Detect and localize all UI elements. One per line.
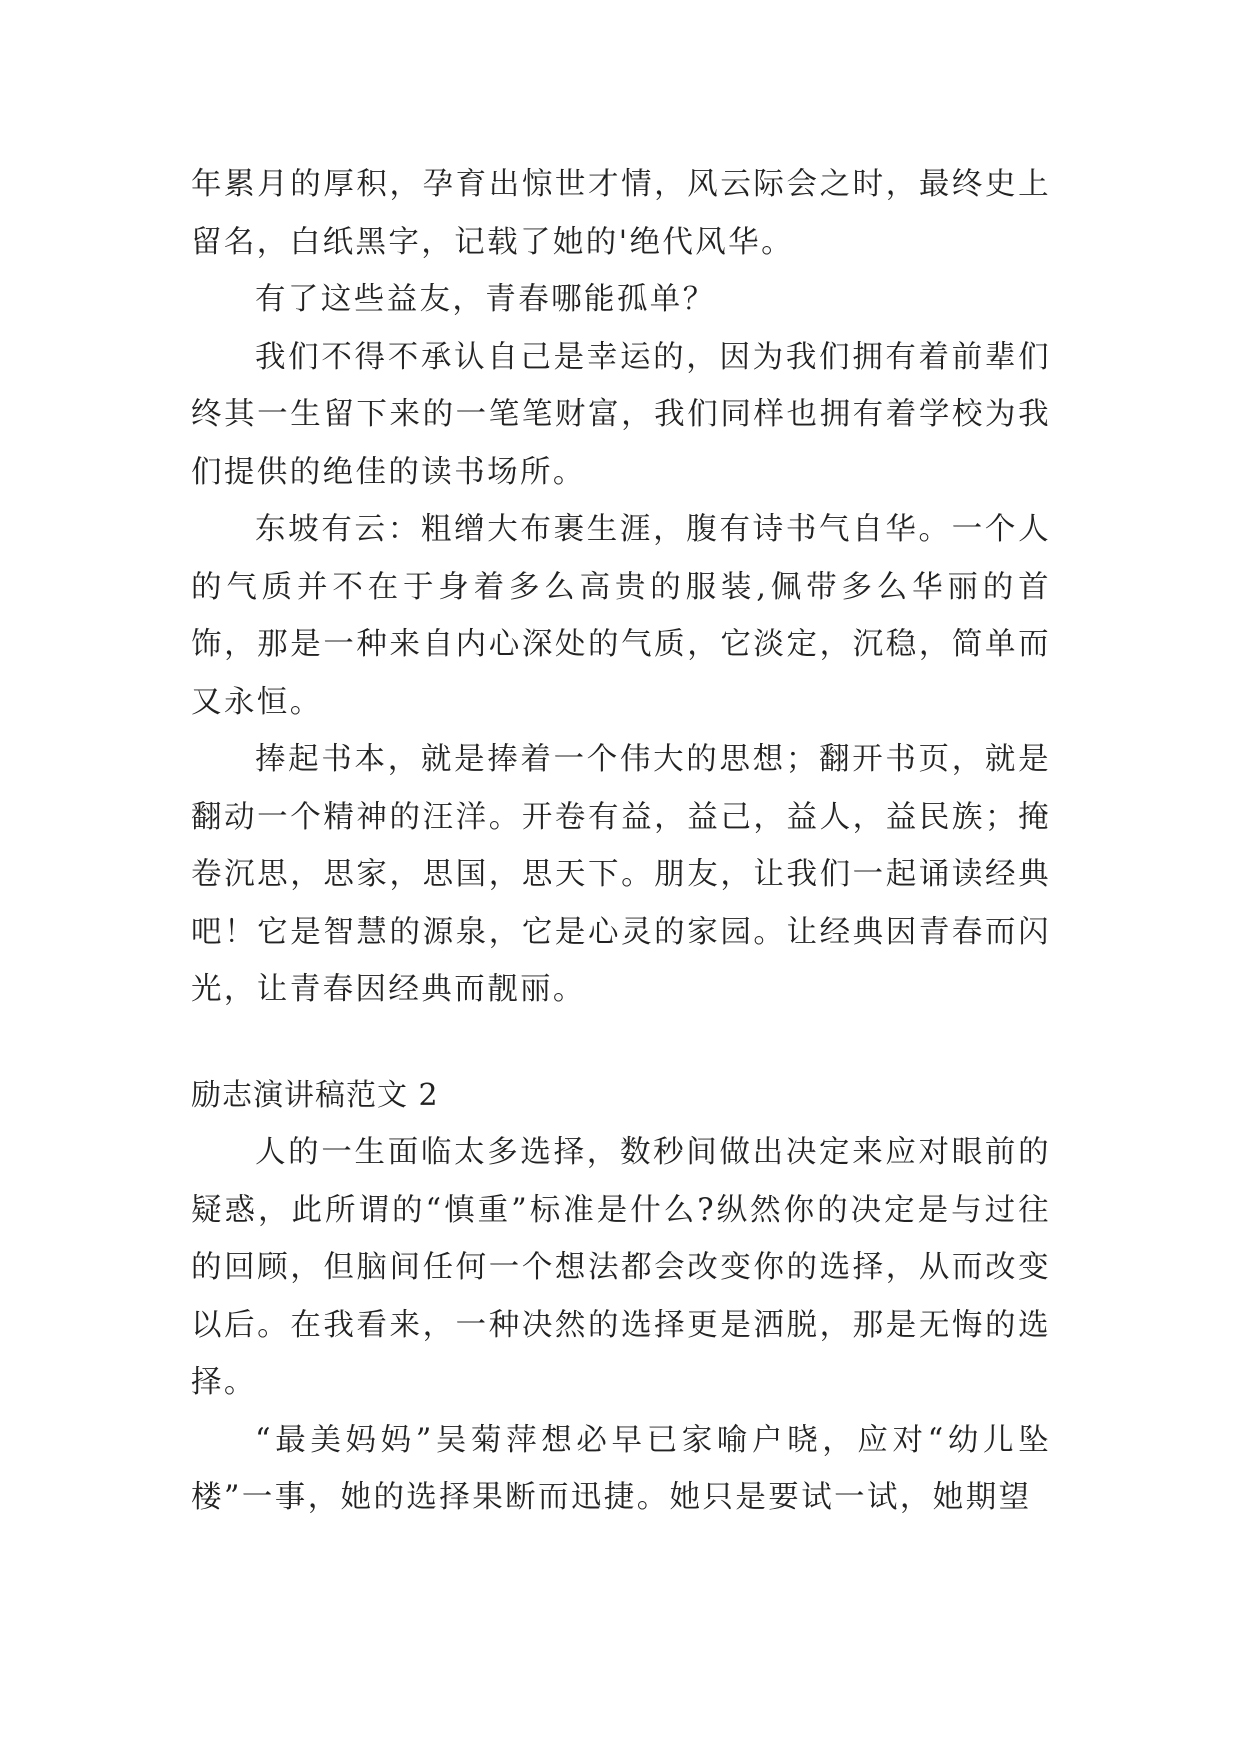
section-title: 励志演讲稿范文 2 xyxy=(191,1077,439,1113)
paragraph: 捧起书本，就是捧着一个伟大的思想；翻开书页，就是翻动一个精神的汪洋。开卷有益，益己，益人，益民族；掩卷沉思，思家，思国，思天下。朋友，让我们一起诵读经典吧！它是智慧的源泉，它是心灵的家园。让经典因青春而闪光，让青春因经典而靓丽。 xyxy=(191,742,1051,1007)
section-spacer xyxy=(191,1019,1051,1067)
paragraph: 人的一生面临太多选择，数秒间做出决定来应对眼前的疑惑，此所谓的“慎重”标准是什么?纵然你的决定是与过往的回顾，但脑间任何一个想法都会改变你的选择，从而改变以后。在我看来，一种决然的选择更是洒脱，那是无悔的选择。 xyxy=(191,1135,1051,1400)
paragraph: “最美妈妈”吴菊萍想必早已家喻户晓，应对“幼儿坠楼”一事，她的选择果断而迅捷。她只是要试一试，她期望 xyxy=(191,1422,1051,1515)
paragraph: 东坡有云：粗缯大布裹生涯，腹有诗书气自华。一个人的气质并不在于身着多么高贵的服装,佩带多么华丽的首饰，那是一种来自内心深处的气质，它淡定，沉稳，简单而又永恒。 xyxy=(191,512,1051,720)
paragraph: 有了这些益友，青春哪能孤单？ xyxy=(255,282,716,317)
document-body xyxy=(191,156,1051,1527)
paragraph: 年累月的厚积，孕育出惊世才情，风云际会之时，最终史上留名，白纸黑字，记载了她的'绝代风华。 xyxy=(191,167,1051,260)
paragraph: 我们不得不承认自己是幸运的，因为我们拥有着前辈们终其一生留下来的一笔笔财富，我们同样也拥有着学校为我们提供的绝佳的读书场所。 xyxy=(191,339,1051,490)
